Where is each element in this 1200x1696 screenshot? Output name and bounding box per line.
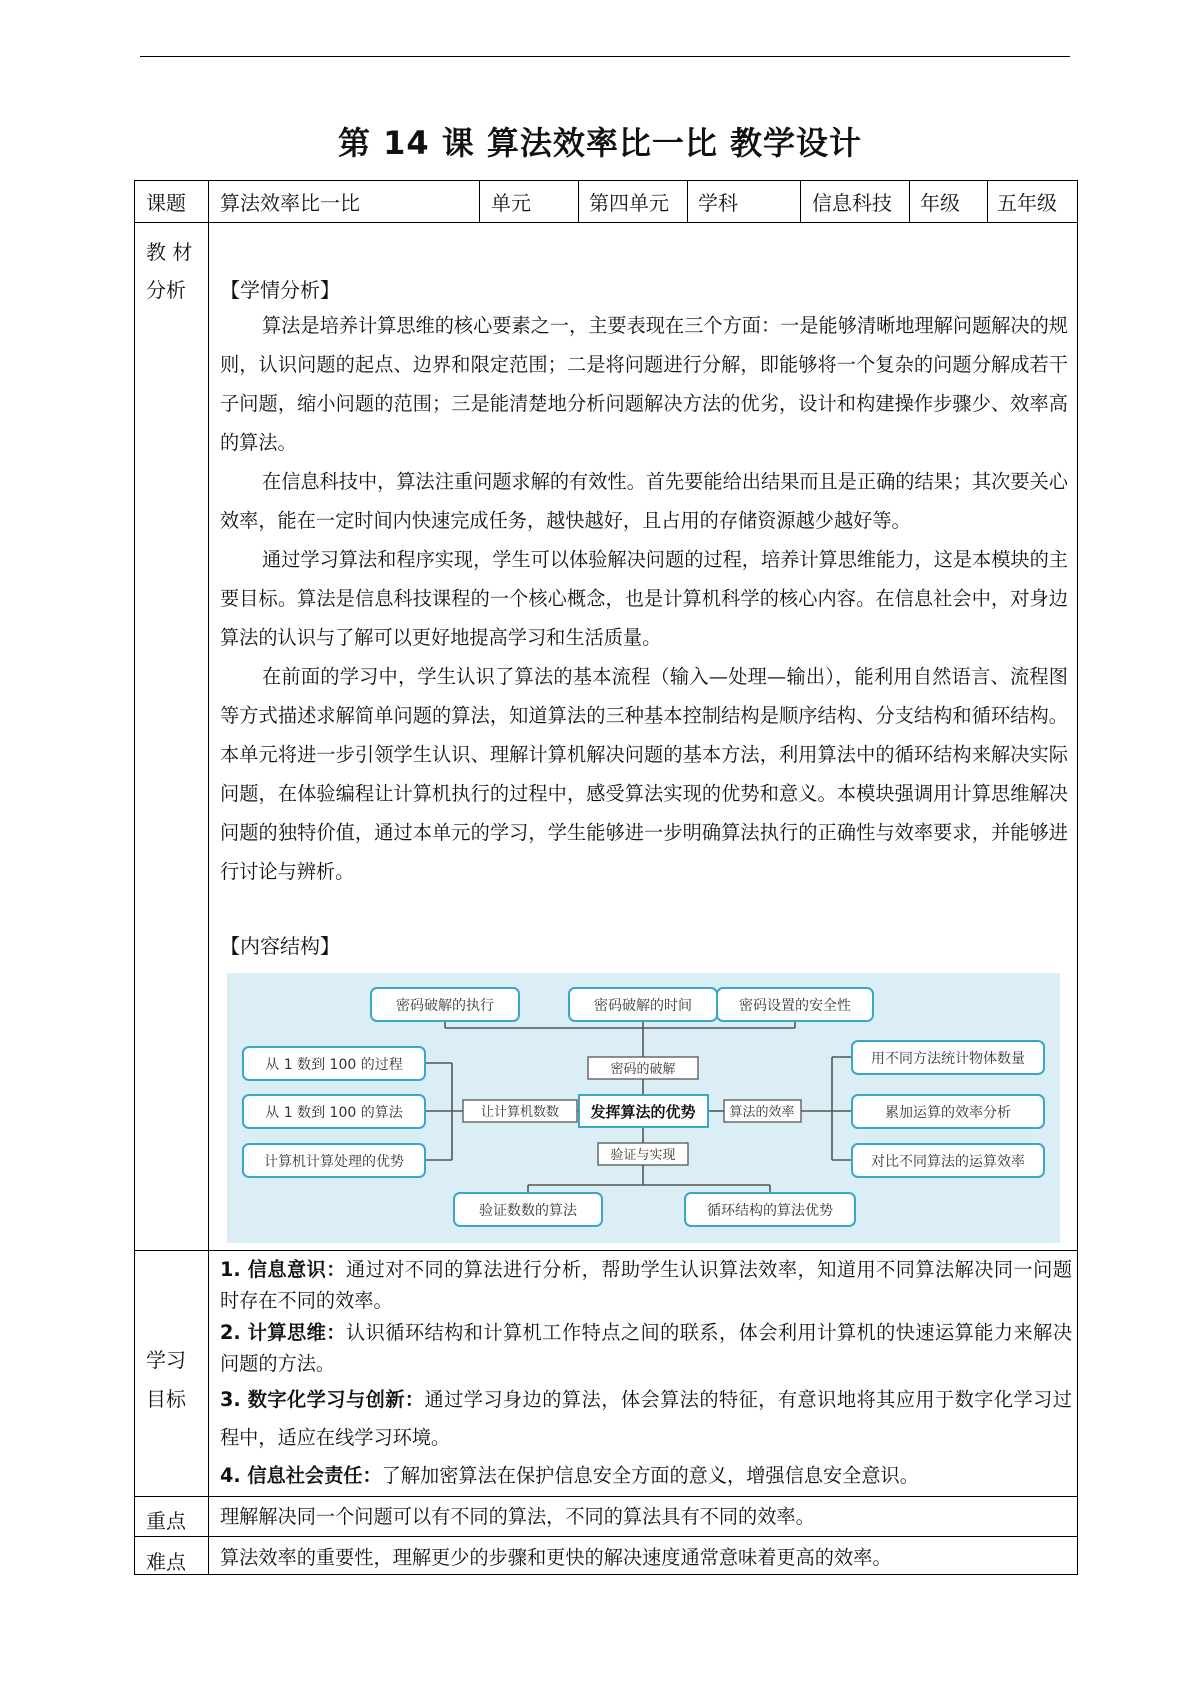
mindmap-node-label: 累加运算的效率分析	[885, 1105, 1011, 1121]
column-divider	[687, 180, 688, 222]
goal-text: 认识循环结构和计算机工作特点之间的联系，体会利用计算机的快速运算能力来解决问题的方法。	[220, 1321, 1073, 1375]
mindmap-node-label: 计算机计算处理的优势	[264, 1154, 404, 1170]
topic-value: 算法效率比一比	[220, 191, 360, 215]
mindmap-hub-label: 算法的效率	[729, 1105, 795, 1120]
mindmap-node-label: 从 1 数到 100 的过程	[265, 1057, 403, 1073]
mindmap-node-label: 从 1 数到 100 的算法	[265, 1105, 403, 1121]
mindmap-hub-label: 让计算机数数	[480, 1105, 560, 1120]
analysis-label-line1: 教 材	[146, 240, 193, 264]
row-divider	[134, 1496, 1078, 1497]
analysis-paragraph: 算法是培养计算思维的核心要素之一，主要表现在三个方面：一是能够清晰地理解问题解决的规则，认识问题的起点、边界和限定范围；二是将问题进行分解，即能够将一个复杂的问题分解成若干子问题，缩小问题的范围；三是能清楚地分析问题解决方法的优劣，设计和构建操作步骤少、效率高的算法。	[220, 314, 1068, 454]
column-divider	[987, 180, 988, 222]
difficulty-text: 算法效率的重要性，理解更少的步骤和更快的解决速度通常意味着更高的效率。	[220, 1546, 892, 1569]
goal-heading: 4. 信息社会责任：	[220, 1464, 382, 1487]
unit-label: 单元	[491, 191, 531, 215]
mindmap-node-label: 验证数数的算法	[479, 1203, 577, 1219]
goal-heading: 3. 数字化学习与创新：	[220, 1388, 425, 1411]
learning-goals	[220, 1254, 1072, 1495]
subject-value: 信息科技	[812, 191, 892, 215]
mindmap-center-label: 发挥算法的优势	[590, 1103, 696, 1121]
mindmap-node-label: 对比不同算法的运算效率	[871, 1154, 1025, 1170]
goal-item	[220, 1254, 1072, 1316]
mindmap-node-label: 密码破解的执行	[396, 998, 494, 1014]
goal-text: 了解加密算法在保护信息安全方面的意义，增强信息安全意识。	[381, 1464, 919, 1487]
analysis-label-line2: 分析	[146, 278, 186, 302]
column-divider	[578, 180, 579, 222]
mindmap-hub-label: 验证与实现	[610, 1148, 676, 1163]
goal-item	[220, 1457, 1072, 1495]
analysis-paragraph: 通过学习算法和程序实现，学生可以体验解决问题的过程，培养计算思维能力，这是本模块的主要目标。算法是信息科技课程的一个核心概念，也是计算机科学的核心内容。在信息社会中，对身边算法的认识与了解可以更好地提高学习和生活质量。	[220, 548, 1068, 649]
key-point-label: 重点	[146, 1509, 186, 1533]
column-divider	[800, 180, 801, 222]
grade-value: 五年级	[997, 191, 1057, 215]
goal-item	[220, 1317, 1072, 1379]
goals-label-line1: 学习	[146, 1348, 186, 1372]
mindmap-node-label: 密码破解的时间	[594, 998, 692, 1014]
mindmap-node-label: 循环结构的算法优势	[707, 1203, 833, 1219]
analysis-body	[220, 306, 1068, 891]
mindmap-node-label: 用不同方法统计物体数量	[871, 1051, 1025, 1067]
content-structure-diagram	[227, 973, 1060, 1243]
column-divider	[208, 180, 209, 1575]
goal-text: 通过学习身边的算法，体会算法的特征，有意识地将其应用于数字化学习过程中，适应在线学习环境。	[220, 1388, 1072, 1449]
header-rule	[140, 56, 1070, 57]
goal-item	[220, 1381, 1072, 1457]
column-divider	[909, 180, 910, 222]
page-title: 第 14 课 算法效率比一比 教学设计	[337, 124, 863, 162]
key-point-text: 理解解决同一个问题可以有不同的算法，不同的算法具有不同的效率。	[220, 1505, 815, 1528]
difficulty-label: 难点	[146, 1550, 186, 1574]
grade-label: 年级	[920, 191, 960, 215]
goal-text: 通过对不同的算法进行分析，帮助学生认识算法效率，知道用不同算法解决同一问题时存在不同的效率。	[220, 1258, 1073, 1312]
analysis-paragraph: 在信息科技中，算法注重问题求解的有效性。首先要能给出结果而且是正确的结果；其次要关心效率，能在一定时间内快速完成任务，越快越好，且占用的存储资源越少越好等。	[220, 470, 1068, 532]
content-structure-heading: 【内容结构】	[220, 934, 340, 958]
goal-heading: 1. 信息意识：	[220, 1258, 346, 1281]
goal-heading: 2. 计算思维：	[220, 1321, 346, 1344]
subject-label: 学科	[698, 191, 738, 215]
goals-label-line2: 目标	[146, 1387, 186, 1411]
learning-analysis-heading: 【学情分析】	[220, 278, 340, 302]
mindmap-node-label: 密码设置的安全性	[739, 998, 851, 1014]
row-divider	[134, 222, 1078, 223]
unit-value: 第四单元	[589, 191, 669, 215]
row-divider	[134, 1536, 1078, 1537]
column-divider	[479, 180, 480, 222]
topic-label: 课题	[146, 191, 186, 215]
mindmap-hub-label: 密码的破解	[610, 1062, 676, 1077]
analysis-paragraph: 在前面的学习中，学生认识了算法的基本流程（输入—处理—输出），能利用自然语言、流程图等方式描述求解简单问题的算法，知道算法的三种基本控制结构是顺序结构、分支结构和循环结构。本单元将进一步引领学生认识、理解计算机解决问题的基本方法，利用算法中的循环结构来解决实际问题，在体验编程让计算机执行的过程中，感受算法实现的优势和意义。本模块强调用计算思维解决问题的独特价值，通过本单元的学习，学生能够进一步明确算法执行的正确性与效率要求，并能够进行讨论与辨析。	[220, 665, 1068, 883]
row-divider	[134, 1250, 1078, 1251]
